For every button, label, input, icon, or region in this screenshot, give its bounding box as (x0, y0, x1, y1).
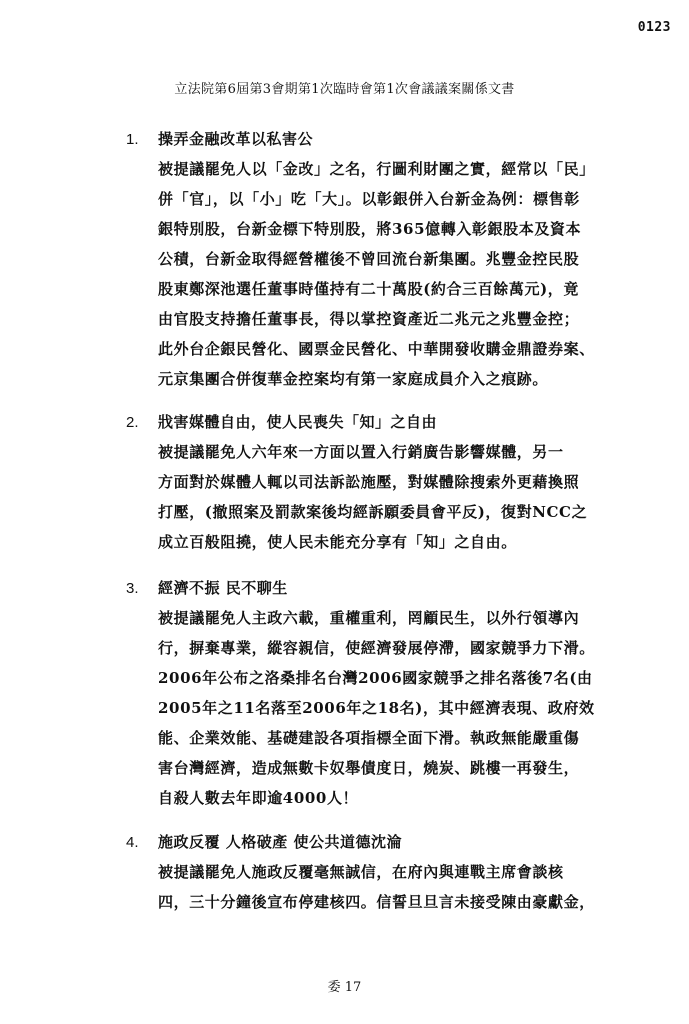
section-heading (126, 831, 626, 857)
section-number: 3. (126, 580, 139, 597)
section-3 (126, 577, 626, 813)
page-number: 0123 (637, 20, 671, 35)
page-footer: 委 17 (327, 980, 362, 995)
section-number: 1. (126, 131, 139, 148)
body-line: 行，摒棄專業，縱容親信，使經濟發展停滯，國家競爭力下滑。 (158, 639, 595, 657)
section-body (158, 154, 608, 394)
section-2 (126, 411, 626, 557)
section-body (158, 603, 608, 813)
section-number: 4. (126, 834, 139, 851)
body-line: 公積，台新金取得經營權後不曾回流台新集團。兆豐金控民股 (158, 250, 580, 268)
section-heading (126, 577, 626, 603)
section-title: 操弄金融改革以私害公 (158, 130, 314, 148)
body-line: 自殺人數去年即逾4000人！ (158, 789, 359, 807)
body-line: 元京集團合併復華金控案均有第一家庭成員介入之痕跡。 (158, 370, 549, 388)
body-line: 害台灣經濟，造成無數卡奴舉債度日，燒炭、跳樓一再發生， (158, 759, 580, 777)
body-line: 由官股支持擔任董事長，得以掌控資產近二兆元之兆豐金控； (158, 310, 580, 328)
section-heading (126, 411, 626, 437)
body-line: 方面對於媒體人輒以司法訴訟施壓，對媒體除搜索外更藉換照 (158, 473, 580, 491)
section-number: 2. (126, 414, 139, 431)
section-body (158, 437, 608, 557)
body-line: 成立百般阻撓，使人民未能充分享有「知」之自由。 (158, 533, 517, 551)
section-title: 經濟不振 民不聊生 (158, 579, 288, 597)
body-line: 能、企業效能、基礎建設各項指標全面下滑。執政無能嚴重傷 (158, 729, 580, 747)
section-1 (126, 128, 626, 394)
section-body (158, 857, 608, 917)
body-line: 被提議罷免人六年來一方面以置入行銷廣告影響媒體，另一 (158, 443, 564, 461)
body-line: 併「官」，以「小」吃「大」。以彰銀併入台新金為例：標售彰 (158, 190, 580, 208)
body-line: 打壓，(撤照案及罰款案後均經訴願委員會平反)，復對NCC之 (158, 503, 588, 521)
body-line: 銀特別股，台新金標下特別股，將365億轉入彰銀股本及資本 (158, 220, 582, 238)
body-line: 2005年之11名落至2006年之18名)，其中經濟表現、政府效 (158, 699, 595, 717)
body-line: 股東鄭深池選任董事時僅持有二十萬股(約合三百餘萬元)，竟 (158, 280, 579, 298)
body-line: 被提議罷免人施政反覆毫無誠信，在府內與連戰主席會談核 (158, 863, 564, 881)
body-line: 被提議罷免人以「金改」之名，行圖利財團之實，經常以「民」 (158, 160, 595, 178)
section-title: 施政反覆 人格破產 使公共道德沈淪 (158, 833, 402, 851)
body-line: 被提議罷免人主政六載，重權重利，罔顧民生，以外行領導內 (158, 609, 580, 627)
document-header: 立法院第6屆第3會期第1次臨時會第1次會議議案關係文書 (174, 82, 515, 97)
body-line: 2006年公布之洛桑排名台灣2006國家競爭之排名落後7名(由 (158, 669, 593, 687)
body-line: 此外台企銀民營化、國票金民營化、中華開發收購金鼎證券案、 (158, 340, 595, 358)
section-title: 戕害媒體自由，使人民喪失「知」之自由 (158, 413, 438, 431)
body-line: 四，三十分鐘後宣布停建核四。信誓旦旦言未接受陳由豪獻金， (158, 893, 595, 911)
section-heading (126, 128, 626, 154)
section-4 (126, 831, 626, 917)
